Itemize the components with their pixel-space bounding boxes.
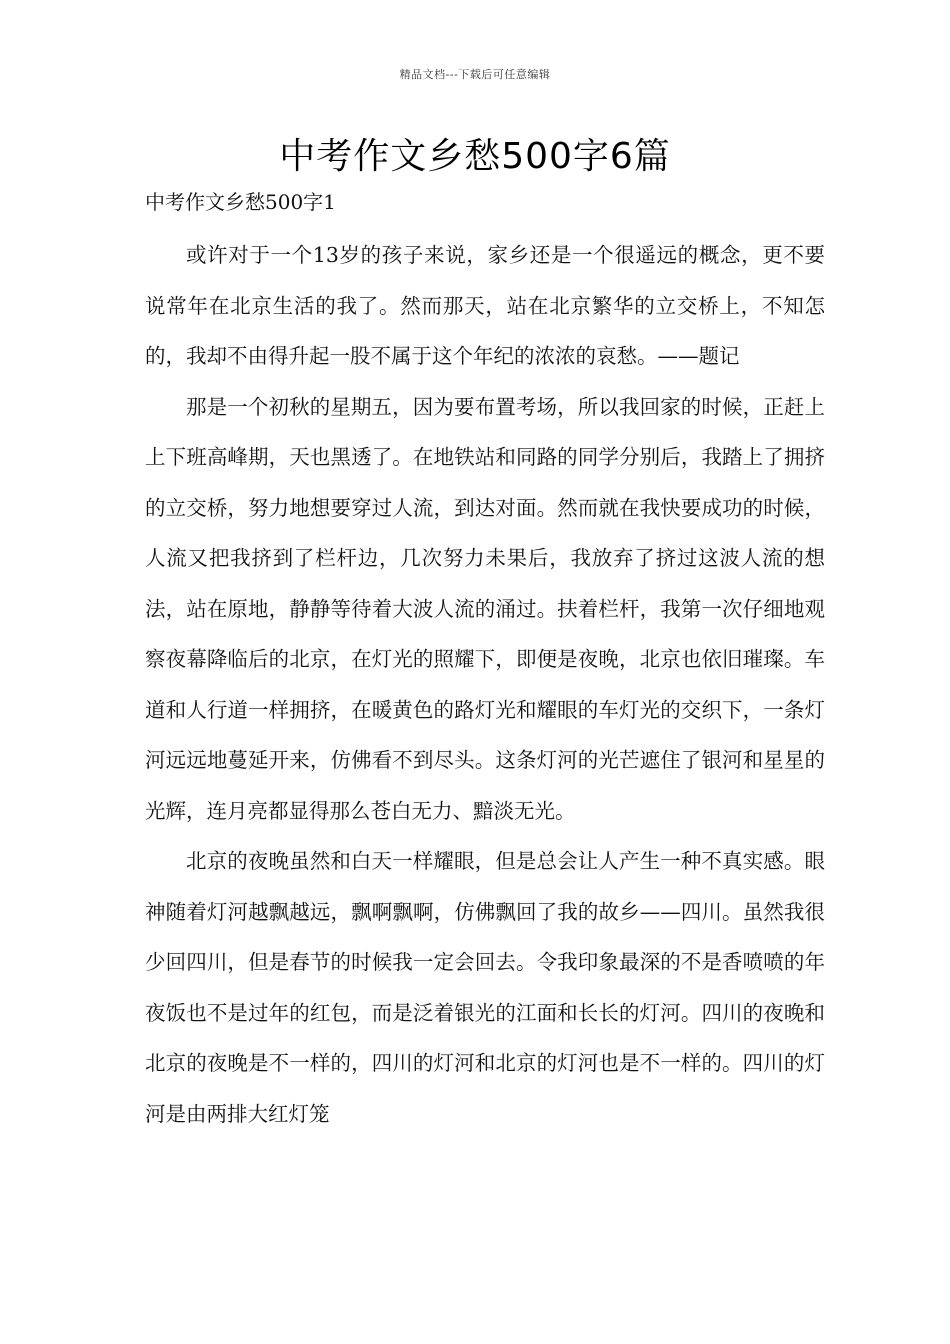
paragraph-1: 或许对于一个13岁的孩子来说，家乡还是一个很遥远的概念，更不要说常年在北京生活的我了。然而那天，站在北京繁华的立交桥上，不知怎的，我却不由得升起一股不属于这个年纪的浓浓的哀愁。——题记 [145,243,825,368]
header-note: 精品文档---下载后可任意编辑 [399,68,551,81]
paragraph-2: 那是一个初秋的星期五，因为要布置考场，所以我回家的时候，正赶上上下班高峰期，天也黑透了。在地铁站和同路的同学分别后，我踏上了拥挤的立交桥，努力地想要穿过人流，到达对面。然而就在我快要成功的时候，人流又把我挤到了栏杆边，几次努力未果后，我放弃了挤过这波人流的想法，站在原地，静静等待着大波人流的涌过。扶着栏杆，我第一次仔细地观察夜幕降临后的北京，在灯光的照耀下，即便是夜晚，北京也依旧璀璨。车道和人行道一样拥挤，在暖黄色的路灯光和耀眼的车灯光的交织下，一条灯河远远地蔓延开来，仿佛看不到尽头。这条灯河的光芒遮住了银河和星星的光辉，连月亮都显得那么苍白无力、黯淡无光。 [145,394,825,823]
paragraph-3: 北京的夜晚虽然和白天一样耀眼，但是总会让人产生一种不真实感。眼神随着灯河越飘越远，飘啊飘啊，仿佛飘回了我的故乡——四川。虽然我很少回四川，但是春节的时候我一定会回去。令我印象最深的不是香喷喷的年夜饭也不是过年的红包，而是泛着银光的江面和长长的灯河。四川的夜晚和北京的夜晚是不一样的，四川的灯河和北京的灯河也是不一样的。四川的灯河是由两排大红灯笼 [145,849,825,1126]
document-body [145,230,825,1139]
document-title: 中考作文乡愁500字6篇 [279,136,671,177]
section-heading: 中考作文乡愁500字1 [145,190,336,214]
